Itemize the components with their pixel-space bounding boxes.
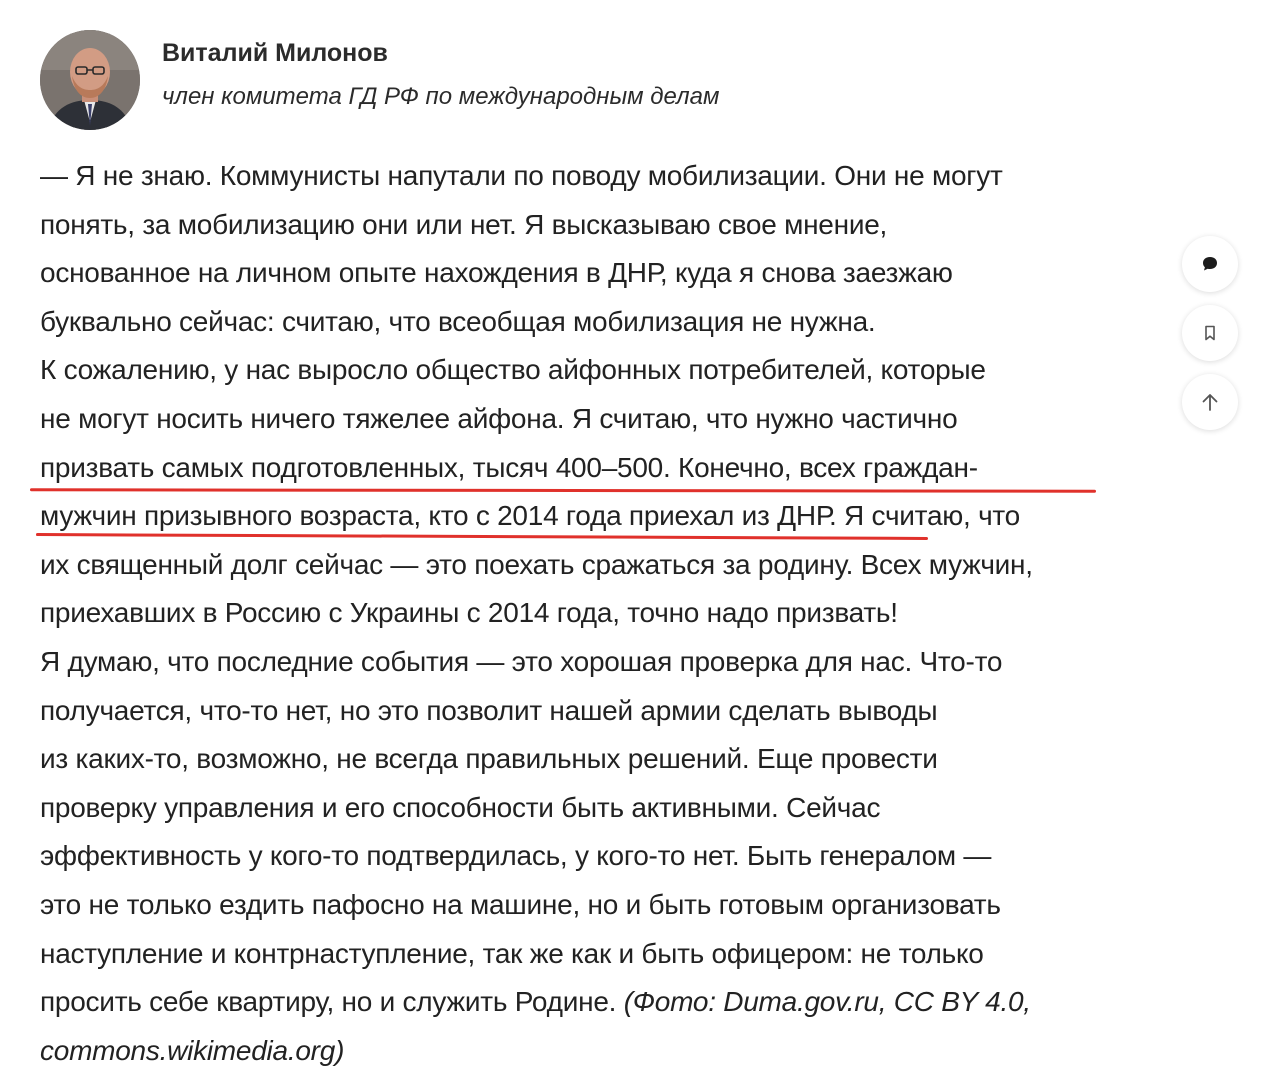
article-line: основанное на личном опыте нахождения в ДНР, куда я снова заезжаю xyxy=(40,257,953,289)
article-line: получается, что-то нет, но это позволит нашей армии сделать выводы xyxy=(40,694,938,726)
article-line-text: просить себе квартиру, но и служить Родине. xyxy=(40,986,617,1018)
article-line-highlighted: призвать самых подготовленных, тысяч 400–500. Конечно, всех граждан- xyxy=(40,451,978,483)
author-role: член комитета ГД РФ по международным делам xyxy=(162,83,720,110)
side-action-bar xyxy=(1182,236,1240,443)
article-line: эффективность у кого-то подтвердилась, у кого-то нет. Быть генералом — xyxy=(40,840,992,872)
scroll-to-top-button[interactable] xyxy=(1182,374,1238,430)
author-avatar[interactable] xyxy=(40,30,140,130)
author-photo xyxy=(40,30,140,130)
article-line: их священный долг сейчас — это поехать сражаться за родину. Всех мужчин, xyxy=(40,548,1033,580)
arrow-up-icon xyxy=(1198,390,1222,414)
article-line: это не только ездить пафосно на машине, но и быть готовым организовать xyxy=(40,888,1001,920)
photo-caption-continued: commons.wikimedia.org) xyxy=(40,1034,345,1066)
comment-bubble-icon xyxy=(1200,254,1220,274)
article-line: приехавших в Россию с Украины с 2014 года, точно надо призвать! xyxy=(40,597,898,629)
article-text xyxy=(40,152,1160,1075)
article-line: буквально сейчас: считаю, что всеобщая мобилизация не нужна. xyxy=(40,305,876,337)
article-line: наступление и контрнаступление, так же как и быть офицером: не только xyxy=(40,937,984,969)
article-line: Я думаю, что последние события — это хорошая проверка для нас. Что-то xyxy=(40,645,1003,677)
article-line: — Я не знаю. Коммунисты напутали по поводу мобилизации. Они не могут xyxy=(40,160,1003,191)
bookmark-button[interactable] xyxy=(1182,305,1238,361)
article-line: из каких-то, возможно, не всегда правильных решений. Еще провести xyxy=(40,743,938,775)
bookmark-icon xyxy=(1200,323,1220,343)
article-line: понять, за мобилизацию они или нет. Я высказываю свое мнение, xyxy=(40,208,888,240)
article-line: не могут носить ничего тяжелее айфона. Я считаю, что нужно частично xyxy=(40,402,958,434)
photo-caption: (Фото: Duma.gov.ru, CC BY 4.0, xyxy=(623,986,1031,1018)
article-line-with-caption xyxy=(40,978,1160,1027)
author-block xyxy=(40,30,940,130)
author-name[interactable]: Виталий Милонов xyxy=(162,39,388,67)
article-line-highlighted: мужчин призывного возраста, кто с 2014 года приехал из ДНР. Я считаю, что xyxy=(40,500,1020,532)
comments-button[interactable] xyxy=(1182,236,1238,292)
article-line: проверку управления и его способности быть активными. Сейчас xyxy=(40,791,881,823)
article-line: К сожалению, у нас выросло общество айфонных потребителей, которые xyxy=(40,354,986,386)
